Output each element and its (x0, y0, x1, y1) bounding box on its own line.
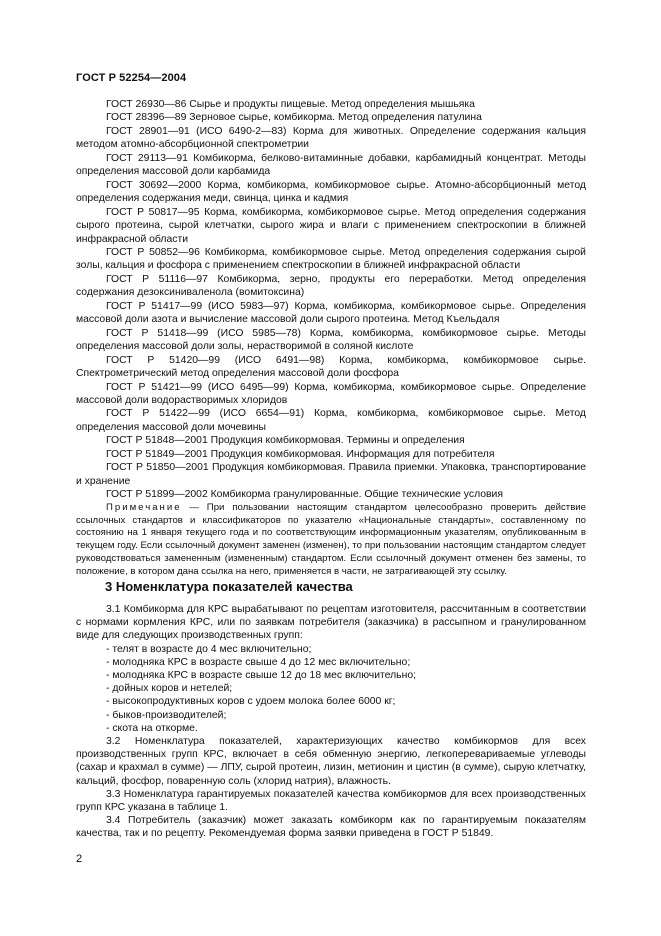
note (76, 502, 586, 579)
section-title: 3 Номенклатура показателей качества (105, 579, 353, 594)
list-item: - дойных коров и нетелей; (106, 683, 233, 695)
note-label: Примечание (106, 501, 182, 513)
reference-item: ГОСТ Р 50817—95 Корма, комбикорма, комбикормовое сырье. Метод определения содержания сырого протеина, сырой клетчатки, сырого жира и влаги с применением спектроскопии в ближней инфракрасной области (76, 206, 586, 245)
paragraph-3-4: 3.4 Потребитель (заказчик) может заказать комбикорм как по гарантируемым показателям качества, так и по рецепту. Рекомендуемая форма заявки приведена в ГОСТ Р 51849. (76, 815, 586, 840)
reference-item: ГОСТ Р 51116—97 Комбикорма, зерно, продукты его переработки. Метод определения содержания дезоксиниваленола (вомитоксина) (76, 273, 586, 299)
list-item: - высокопродуктивных коров с удоем молока более 6000 кг; (106, 696, 396, 708)
reference-item: ГОСТ Р 51848—2001 Продукция комбикормовая. Термины и определения (106, 435, 465, 447)
note-text: — При пользовании настоящим стандартом целесообразно проверить действие ссылочных стандартов и классификаторов по указателю «Национальные стандарты», составленному по состоянию на 1 января текущего года и по соответствующим информационным указателям, опубликованным в текущем году. Если ссылочный документ заменен (изменен), то при пользовании настоящим стандартом следует руководствоваться замененным (измененным) стандартом. Если ссылочный документ отменен без замены, то положение, в котором дана ссылка на него, применяется в части, не затрагивающей эту ссылку. (76, 501, 586, 578)
list-item: - телят в возрасте до 4 мес включительно; (106, 643, 312, 655)
reference-item: ГОСТ Р 51850—2001 Продукция комбикормовая. Правила приемки. Упаковка, транспортирование и хранение (76, 462, 586, 487)
paragraph-3-1: 3.1 Комбикорма для КРС вырабатывают по рецептам изготовителя, рассчитанным в соответствии с нормами кормления КРС, или по заявкам потребителя (заказчика) в рассыпном и гранулированном виде для следующих производственных групп: (76, 604, 586, 642)
reference-item: ГОСТ 26930—86 Сырье и продукты пищевые. Метод определения мышьяка (106, 99, 475, 110)
page-number: 2 (76, 853, 83, 865)
section-body (76, 603, 586, 841)
reference-item: ГОСТ Р 51420—99 (ИСО 6491—98) Корма, комбикорма, комбикормовое сырье. Спектрометрический метод определения массовой доли фосфора (76, 354, 586, 380)
reference-item: ГОСТ 28396—89 Зерновое сырье, комбикорма. Метод определения патулина (106, 112, 482, 124)
list-item: - быков-производителей; (106, 709, 227, 721)
list-item: - молодняка КРС в возрасте свыше 4 до 12 мес включительно; (106, 656, 411, 668)
reference-item: ГОСТ Р 51422—99 (ИСО 6654—91) Корма, комбикорма, комбикормовое сырье. Метод определения массовой доли мочевины (76, 408, 586, 433)
reference-item: ГОСТ 28901—91 (ИСО 6490-2—83) Корма для животных. Определение содержания кальция методом атомно-абсорбционной спектрометрии (76, 125, 586, 151)
reference-item: ГОСТ Р 51899—2002 Комбикорма гранулированные. Общие технические условия (106, 489, 503, 501)
paragraph-3-3: 3.3 Номенклатура гарантируемых показателей качества комбикормов для всех производственных групп КРС указана в таблице 1. (76, 788, 586, 814)
reference-item: ГОСТ 29113—91 Комбикорма, белково-витаминные добавки, карбамидный концентрат. Методы определения массовой доли карбамида (76, 152, 586, 178)
list-item: - скота на откорме. (106, 722, 198, 734)
normative-references (76, 98, 586, 579)
reference-item: ГОСТ Р 51849—2001 Продукция комбикормовая. Информация для потребителя (106, 448, 495, 460)
reference-item: ГОСТ Р 50852—96 Комбикорма, комбикормовое сырье. Метод определения содержания сырой золы, кальция и фосфора с применением спектроскопии в ближней инфракрасной области (76, 246, 586, 272)
reference-item: ГОСТ 30692—2000 Корма, комбикорма, комбикормовое сырье. Атомно-абсорбционный метод определения содержания меди, свинца, цинка и кадмия (76, 179, 586, 205)
reference-item: ГОСТ Р 51418—99 (ИСО 5985—78) Корма, комбикорма, комбикормовое сырье. Методы определения массовой доли золы, нерастворимой в соляной кислоте (76, 327, 586, 353)
document-header: ГОСТ Р 52254—2004 (76, 72, 187, 84)
list-item: - молодняка КРС в возрасте свыше 12 до 18 мес включительно; (106, 670, 416, 682)
reference-item: ГОСТ Р 51417—99 (ИСО 5983—97) Корма, комбикорма, комбикормовое сырье. Определения массовой доли азота и вычисление массовой доли сырого протеина. Метод Къельдаля (76, 300, 586, 326)
paragraph-3-2: 3.2 Номенклатура показателей, характеризующих качество комбикормов для всех производственных групп КРС, включает в себя обменную энергию, легкоперевариваемые углеводы (сахар и крахмал в сумме) — ЛПУ, сырой протеин, лизин, метионин и цистин (в сумме), сырую клетчатку, кальций, фосфор, поваренную соль (хлорид натрия), влажность. (76, 736, 586, 787)
reference-item: ГОСТ Р 51421—99 (ИСО 6495—99) Корма, комбикорма, комбикормовое сырье. Определение массовой доли водорастворимых хлоридов (76, 381, 586, 406)
